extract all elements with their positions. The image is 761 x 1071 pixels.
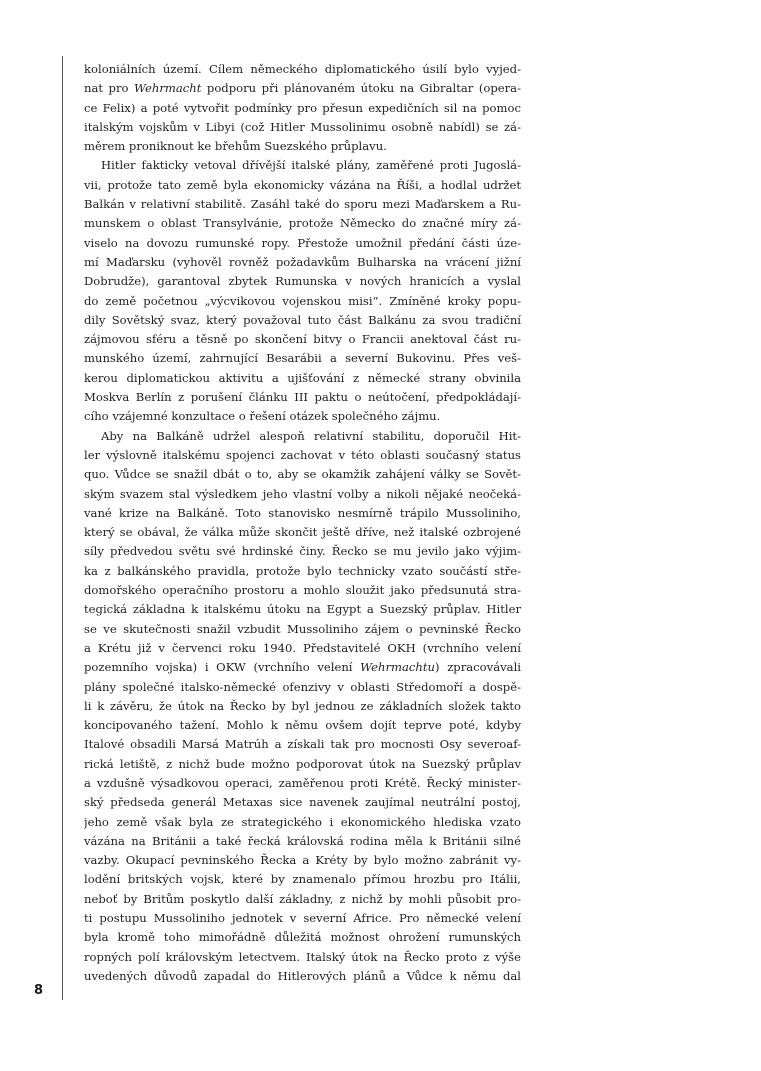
text-line: italským vojskům v Libyi (což Hitler Mussolinimu osobně nabídl) se zá-	[84, 119, 521, 134]
text-line: ským svazem stal výsledkem jeho vlastní volby a nikoli nějaké neočeká-	[84, 486, 521, 501]
text-line: ka z balkánského pravidla, protože bylo technicky vzato součástí stře-	[84, 563, 521, 578]
paragraph	[84, 427, 521, 987]
text-line: munského území, zahrnující Besarábii a severní Bukovinu. Přes veš-	[84, 351, 521, 366]
text-line: plány společné italsko-německé ofenzivy v oblasti Středomoří a dospě-	[84, 679, 521, 694]
paragraph	[84, 60, 521, 156]
page-number: 8	[34, 983, 44, 998]
text-line: viselo na dovozu rumunské ropy. Přestože umožnil předání části úze-	[84, 235, 521, 250]
text-line: a Krétu již v červenci roku 1940. Představitelé OKH (vrchního velení	[84, 640, 521, 655]
margin-rule	[62, 56, 63, 1000]
text-line: dily Sovětský svaz, který považoval tuto část Balkánu za svou tradiční	[84, 312, 521, 327]
text-line: tegická základna k italskému útoku na Egypt a Suezský průplav. Hitler	[84, 602, 521, 617]
text-line: Dobrudže), garantoval zbytek Rumunska v nových hranicích a vyslal	[84, 274, 521, 289]
text-line: zájmovou sféru a těsně po skončení bitvy o Francii anektoval část ru-	[84, 332, 521, 347]
text-line: domořského operačního prostoru a mohlo sloužit jako předsunutá stra-	[84, 583, 521, 598]
text-line: Moskva Berlín z porušení článku III paktu o neútočení, předpokládají-	[84, 390, 521, 405]
text-line: mí Maďarsku (vyhověl rovněž požadavkům Bulharska na vrácení jižní	[84, 254, 521, 269]
text-line: Balkán v relativní stabilitě. Zasáhl také do sporu mezi Maďarskem a Ru-	[84, 197, 521, 212]
text-line: byla kromě toho mimořádně důležitá možnost ohrožení rumunských	[84, 930, 521, 945]
text-line: lodění britských vojsk, které by znamenalo přímou hrozbu pro Itálii,	[84, 872, 521, 887]
text-line: uvedených důvodů zapadal do Hitlerových plánů a Vůdce k němu dal	[84, 968, 521, 983]
text-line: cího vzájemné konzultace o řešení otázek společného zájmu.	[84, 409, 441, 424]
text-line: vané krize na Balkáně. Toto stanovisko nesmírně trápilo Mussoliniho,	[84, 505, 521, 520]
paragraph	[84, 156, 521, 426]
text-line: ropných polí královským letectvem. Italský útok na Řecko proto z výše	[84, 949, 521, 964]
text-line: a vzdušně výsadkovou operaci, zaměřenou proti Krétě. Řecký minister-	[84, 775, 521, 790]
text-line: nat pro Wehrmacht podporu při plánovaném útoku na Gibraltar (opera-	[84, 81, 521, 96]
text-line: ský předseda generál Metaxas sice navenek zaujímal neutrální postoj,	[84, 795, 521, 810]
text-line: li k závěru, že útok na Řecko by byl jednou ze základních složek takto	[84, 698, 521, 713]
text-line: jeho země však byla ze strategického i ekonomického hlediska vzato	[84, 814, 521, 829]
text-line: quo. Vůdce se snažil dbát o to, aby se okamžik zahájení války se Sovět-	[84, 467, 521, 482]
text-line: munskem o oblast Transylvánie, protože Německo do značné míry zá-	[84, 216, 521, 231]
text-line: do země početnou „výcvikovou vojenskou misi“. Zmíněné kroky popu-	[84, 293, 521, 308]
text-line: který se obával, že válka může skončit ještě dříve, než italské ozbrojené	[84, 525, 521, 540]
text-line: síly předvedou světu své hrdinské činy. Řecko se mu jevilo jako výjim-	[84, 544, 521, 559]
text-line: neboť by Britům poskytlo další základny, z nichž by mohli působit pro-	[84, 891, 521, 906]
text-line: koncipovaného tažení. Mohlo k němu ovšem dojít teprve poté, kdyby	[84, 718, 521, 733]
text-line: rická letiště, z nichž bude možno podporovat útok na Suezský průplav	[84, 756, 521, 771]
text-line: ce Felix) a poté vytvořit podmínky pro přesun expedičních sil na pomoc	[84, 100, 521, 115]
text-line: měrem proniknout ke břehům Suezského průplavu.	[84, 139, 387, 154]
text-line: Italové obsadili Marsá Matrúh a získali tak pro mocnosti Osy severoaf-	[84, 737, 521, 752]
text-line: vázána na Británii a také řecká královská rodina měla k Británii silné	[84, 833, 521, 848]
text-line: Aby na Balkáně udržel alespoň relativní stabilitu, doporučil Hit-	[101, 428, 521, 443]
text-line: vazby. Okupací pevninského Řecka a Kréty by bylo možno zabránit vy-	[84, 853, 521, 868]
text-line: ti postupu Mussoliniho jednotek v severní Africe. Pro německé velení	[84, 911, 521, 926]
text-line: kerou diplomatickou aktivitu a ujišťování z německé strany obvinila	[84, 370, 521, 385]
body-text	[84, 60, 521, 986]
text-line: koloniálních území. Cílem německého diplomatického úsilí bylo vyjed-	[84, 62, 521, 76]
text-line: ler výslovně italskému spojenci zachovat v této oblasti současný status	[84, 447, 521, 462]
text-line: se ve skutečnosti snažil vzbudit Mussoliniho zájem o pevninské Řecko	[84, 621, 521, 636]
text-line: pozemního vojska) i OKW (vrchního velení Wehrmachtu) zpracovávali	[84, 660, 521, 675]
text-line: vii, protože tato země byla ekonomicky vázána na Říši, a hodlal udržet	[84, 177, 521, 192]
text-line: Hitler fakticky vetoval dřívější italské plány, zaměřené proti Jugoslá-	[101, 158, 521, 173]
